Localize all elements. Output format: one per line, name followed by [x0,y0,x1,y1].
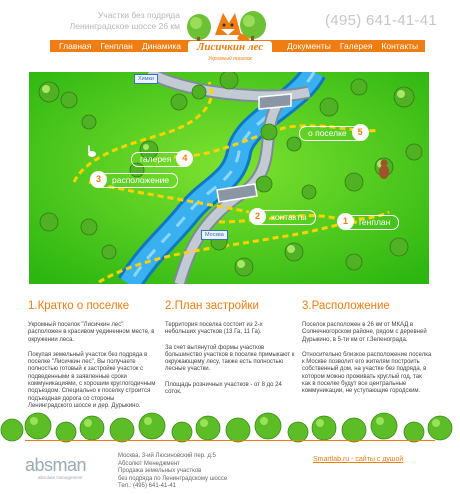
footer-brand-subtitle: absolute management [38,475,83,480]
address-line: Продажа земельных участков [118,468,202,474]
map-link-about-label: о поселке [308,128,347,138]
logo-title[interactable]: Лисичкин лес [188,41,272,54]
footer-address [118,453,227,491]
column-about-p2: Покупая земельный участок без подряда в поселке "Лисичкин лес", Вы получаете полностью готовый к застройке участок с подведенными в заявленные сроки коммуникациями, с хорошим круглогодичным подъездом. Специально к поселку строится подъездная дорога со стороны Ленинградского шоссе и дер. Дурыкино. [28,351,156,409]
column-about [28,300,158,418]
column-plan-p3: Площадь розничных участков - от 8 до 24 соток. [165,381,282,396]
column-about-title[interactable]: 1.Кратко о поселке [28,300,130,312]
address-line: Тел.: (495) 641-41-41 [118,483,176,489]
column-about-p1: Укромный поселок "Лисичкин лес" расположен в красивом уединенном месте, в окружении леса. [28,322,155,343]
column-location-p2: Относительно близкое расположение поселка к Москве позволит его жителям построить собственный дом, на участке без подряда, в котором можно проживать круглый год, так как в поселке будут все центральные коммуникации, не уступающие городским. [302,351,432,395]
road-sign-bottom: Москва [201,230,228,240]
column-plan-p1: Территория поселка состоит из 2-х небольших участков (13 Га, 11 Га). [165,322,263,336]
footer-brand-logo[interactable]: absman [25,455,87,475]
map-link-location-label: расположение [112,175,170,185]
column-location-title[interactable]: 3.Расположение [302,300,390,312]
column-location-p1: Поселок расположен в 26 км от МКАД в Солнечногорском районе, рядом с деревней Дурыкино, в 5-ти км от г.Зеленограда. [302,322,427,343]
map-link-gallery[interactable] [131,152,192,167]
nav-contacts[interactable]: Контакты [381,41,419,51]
address-line: Абсолют Менеджмент [118,460,180,467]
tagline-line-2: Ленинградское шоссе 26 км [69,21,180,31]
address-line: Москва, 3-ий Люсиновский пер. д.5 [118,453,216,459]
map-link-about[interactable] [299,126,368,141]
map-link-gallery-num: 4 [176,150,193,167]
nav-home[interactable]: Главная [59,41,92,51]
map-link-contacts-num: 2 [249,208,266,225]
map-link-genplan-num: 1 [337,213,354,230]
column-plan-title[interactable]: 2.План застройки [165,300,259,312]
nav-right [287,40,418,52]
column-plan [165,300,295,404]
map-link-about-num: 5 [352,124,369,141]
map-link-contacts[interactable] [250,210,316,225]
header-tagline [30,10,180,32]
map-link-gallery-label: галерея [140,154,172,164]
footer-developer-link[interactable]: Smartlab.ru - сайты с душой [313,456,404,463]
address-line: без подряда по Ленинградскому шоссе [118,475,228,482]
site-map [29,72,429,284]
nav-documents[interactable]: Документы [287,41,331,51]
footer-divider [25,440,435,441]
nav-dynamics[interactable]: Динамика [141,41,181,51]
column-plan-p2: За счет вытянутой формы участков большинство участков в поселке примыкают к окружающему лесу, также есть полностью лесные участки. [165,344,295,373]
header-phone: (495) 641-41-41 [325,12,438,29]
map-link-genplan-label: генплан [359,217,391,227]
site-map-illustration [29,72,429,284]
column-location [302,300,432,404]
logo-subtitle: Укромный поселок [208,56,252,62]
map-link-location[interactable] [91,173,178,188]
map-link-location-num: 3 [90,171,107,188]
nav-genplan[interactable]: Генплан [100,41,133,51]
map-link-genplan[interactable] [338,215,399,230]
nav-gallery[interactable]: Галерея [339,41,373,51]
map-link-contacts-label: контакты [271,212,307,222]
nav-left [59,40,181,52]
road-sign-top: Химки [134,74,158,84]
tagline-line-1: Участки без подряда [97,10,180,20]
